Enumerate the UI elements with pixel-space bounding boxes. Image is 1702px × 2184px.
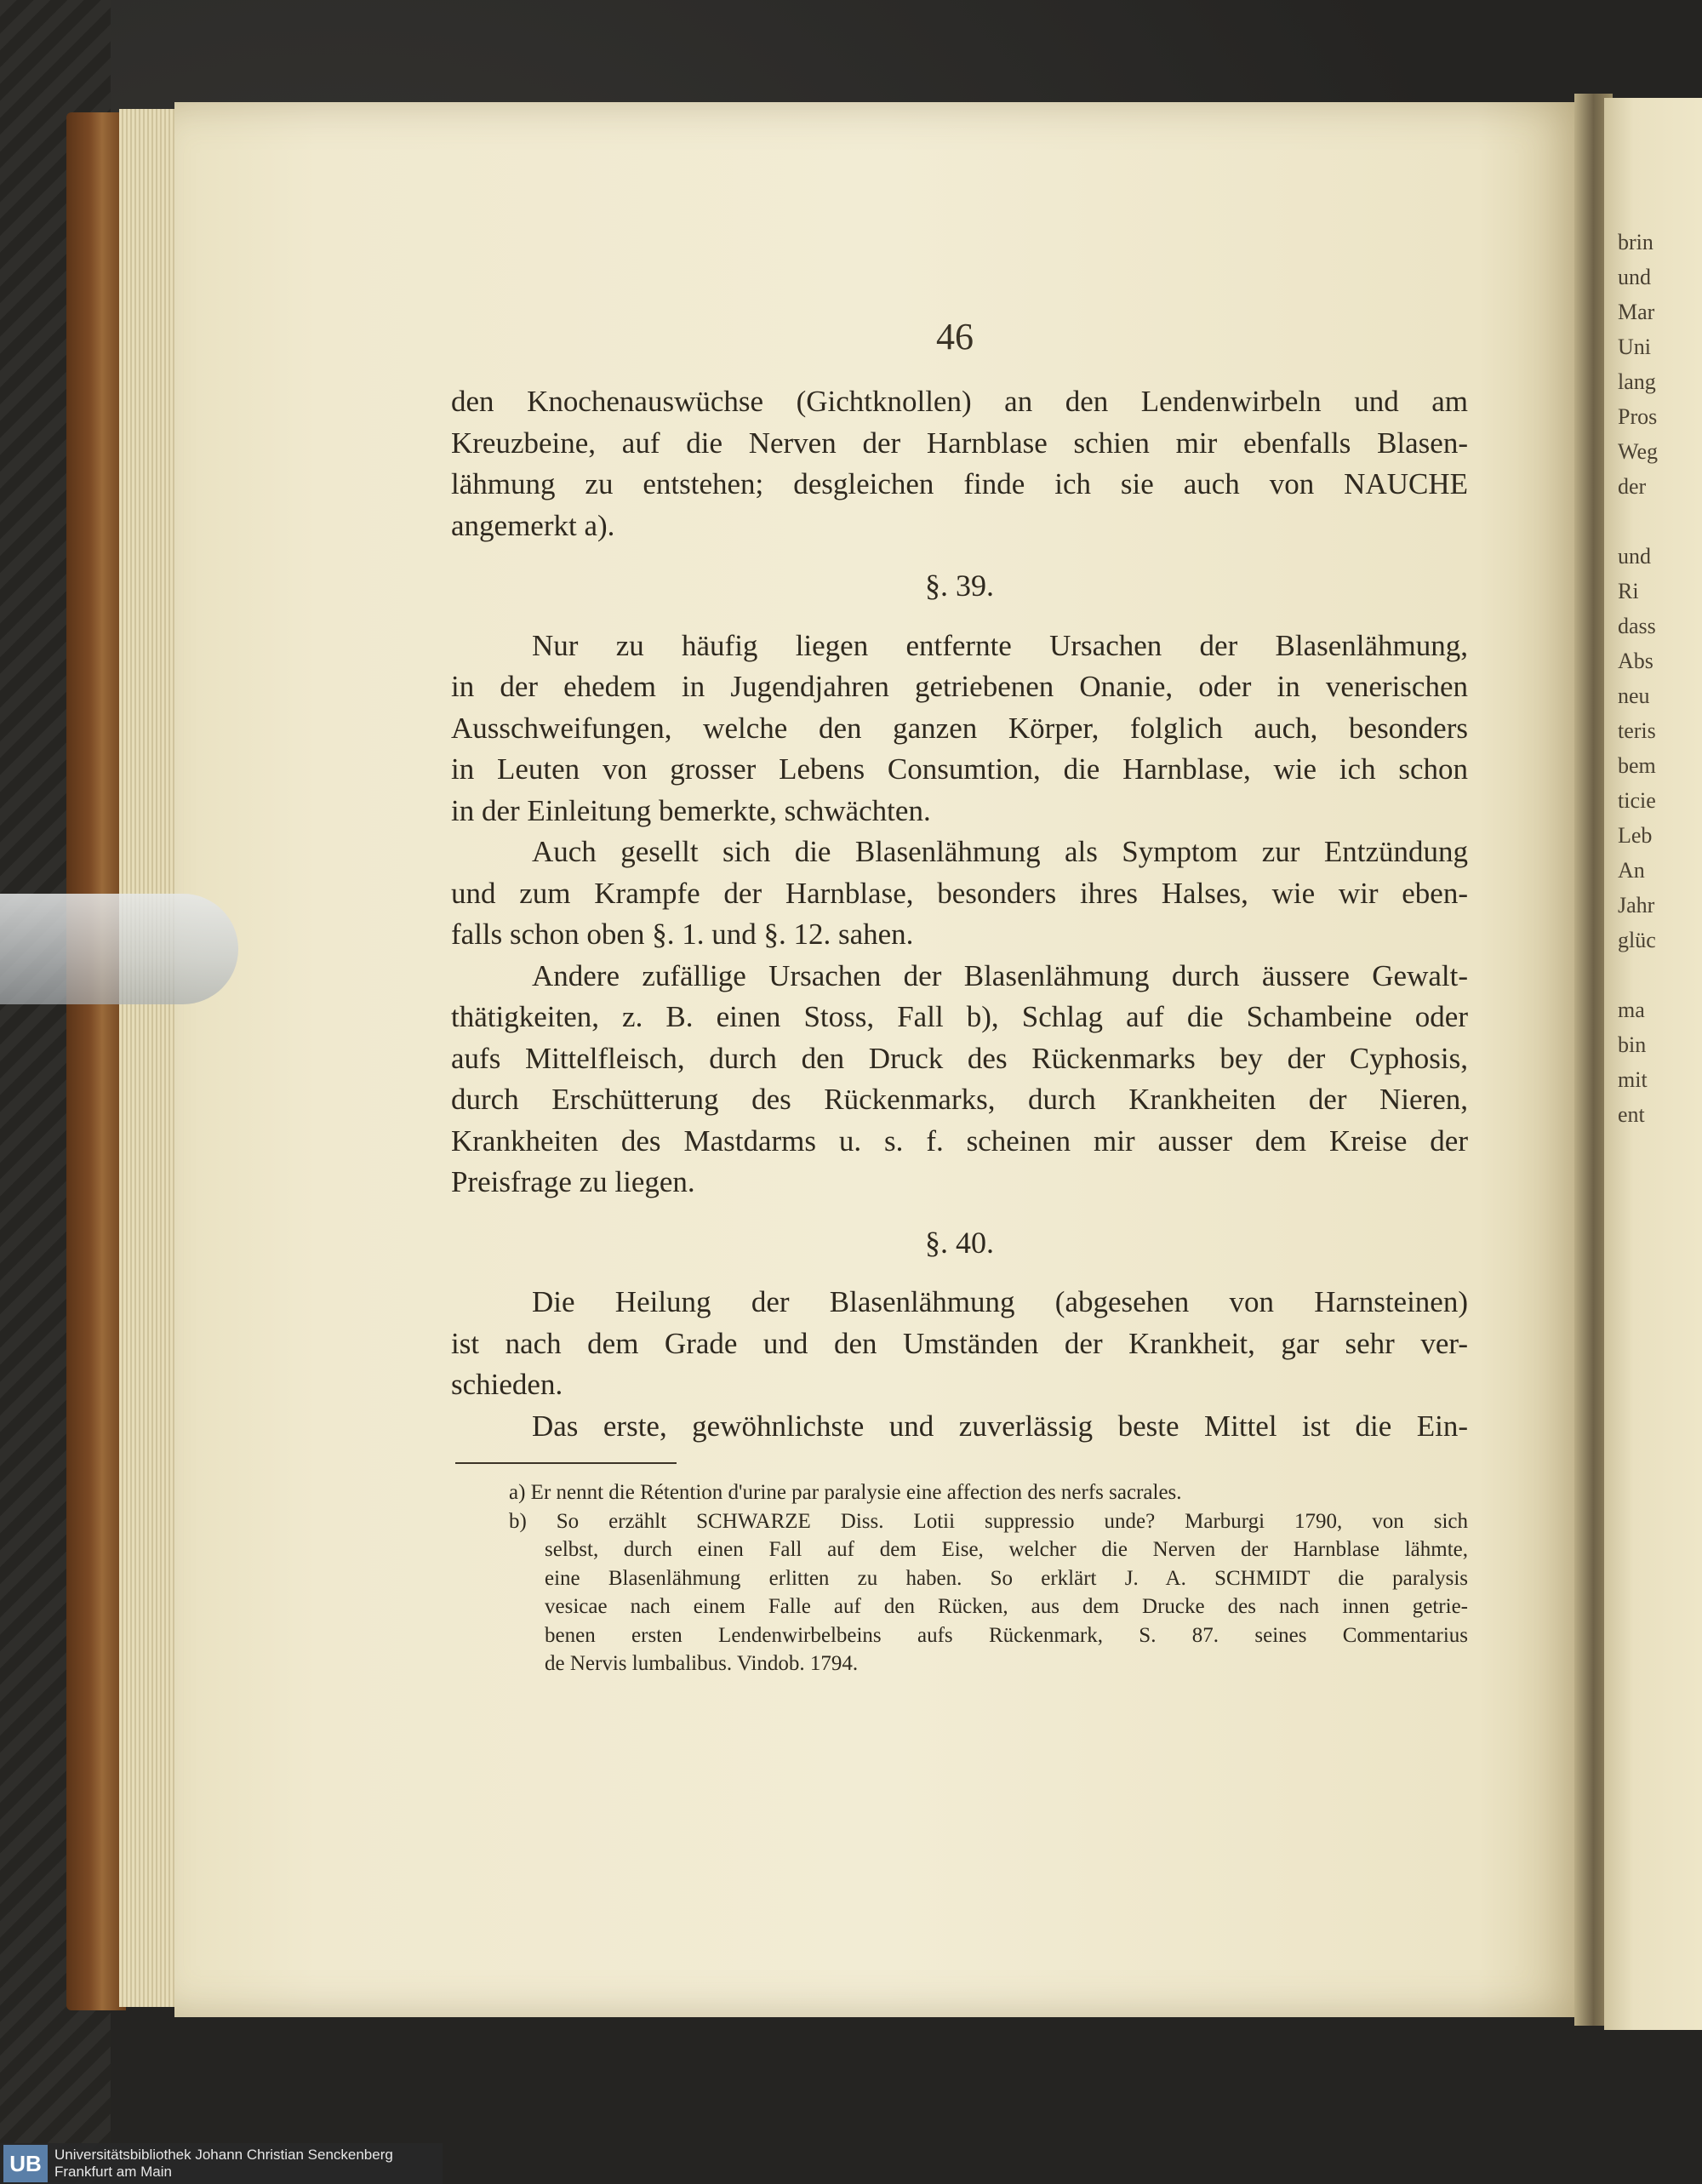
facing-page-fragment: bin <box>1618 1032 1647 1057</box>
footnotes <box>509 1478 1468 1678</box>
facing-page-fragment: ma <box>1618 998 1645 1022</box>
facing-page <box>1604 98 1702 2030</box>
footnote-line: de Nervis lumbalibus. Vindob. 1794. <box>545 1652 859 1675</box>
intro-paragraph <box>451 381 1468 546</box>
facing-page-fragment: Uni <box>1618 334 1651 359</box>
facing-page-fragment: brin <box>1618 230 1653 254</box>
footnote-line: vesicae nach einem Falle auf den Rücken, aus dem Drucke des nach innen getrie- <box>545 1595 1468 1618</box>
facing-page-fragment: Jahr <box>1618 893 1655 918</box>
section-40-line: ist nach dem Grade und den Umständen der Krankheit, gar sehr ver- <box>451 1326 1468 1360</box>
facing-page-fragment: Ri <box>1618 579 1639 603</box>
page-body <box>451 381 1468 1447</box>
library-name-line2: Frankfurt am Main <box>54 2164 172 2180</box>
library-name <box>54 2147 393 2181</box>
facing-page-fragment: Pros <box>1618 404 1658 429</box>
library-logo-bar <box>0 2143 443 2184</box>
facing-page-fragment: und <box>1618 265 1651 289</box>
section-39-line: Preisfrage zu liegen. <box>451 1165 695 1198</box>
facing-page-fragment: neu <box>1618 683 1650 708</box>
facing-page-fragment: lang <box>1618 369 1656 394</box>
intro-line: angemerkt a). <box>451 508 615 542</box>
footnote-line: b) So erzählt SCHWARZE Diss. Lotii suppressio unde? Marburgi 1790, von sich <box>509 1509 1468 1533</box>
section-39-line: Auch gesellt sich die Blasenlähmung als Symptom zur Entzündung <box>532 835 1468 868</box>
page-number: 46 <box>936 316 974 357</box>
facing-page-fragment: dass <box>1618 614 1656 638</box>
footnote-rule <box>455 1462 677 1464</box>
intro-line: lähmung zu entstehen; desgleichen finde ich sie auch von NAUCHE <box>451 467 1468 500</box>
section-39-line: durch Erschütterung des Rückenmarks, durch Krankheiten der Nieren, <box>451 1083 1468 1116</box>
section-39-line: in der Einleitung bemerkte, schwächten. <box>451 793 931 827</box>
facing-page-fragment: ent <box>1618 1102 1645 1127</box>
book-cover-edge <box>66 112 126 2010</box>
section-39-line: thätigkeiten, z. B. einen Stoss, Fall b), Schlag auf die Schambeine oder <box>451 1000 1468 1033</box>
facing-page-fragment: An <box>1618 858 1645 883</box>
facing-page-fragment: ticie <box>1618 788 1656 813</box>
section-heading-39: §. 39. <box>925 569 994 603</box>
facing-page-fragment: mit <box>1618 1067 1648 1092</box>
section-40-line: schieden. <box>451 1368 563 1401</box>
section-39-line: Andere zufällige Ursachen der Blasenlähmung durch äussere Gewalt- <box>532 958 1468 992</box>
facing-page-fragment: Leb <box>1618 823 1653 848</box>
facing-page-fragment: Abs <box>1618 649 1653 673</box>
facing-page-fragment: bem <box>1618 753 1656 778</box>
intro-line: den Knochenauswüchse (Gichtknollen) an den Lendenwirbeln und am <box>451 385 1468 418</box>
section-40-line: Die Heilung der Blasenlähmung (abgesehen von Harnsteinen) <box>532 1285 1468 1318</box>
section-heading-40: §. 40. <box>925 1225 994 1260</box>
section-40-text <box>451 1282 1468 1447</box>
section-39-line: Ausschweifungen, welche den ganzen Körper, folglich auch, besonders <box>451 711 1468 745</box>
section-39-line: Nur zu häufig liegen entfernte Ursachen der Blasenlähmung, <box>532 628 1468 662</box>
footnote-line: selbst, durch einen Fall auf dem Eise, welcher die Nerven der Harnblase lähmte, <box>545 1538 1468 1561</box>
section-39-line: aufs Mittelfleisch, durch den Druck des Rückenmarks bey der Cyphosis, <box>451 1041 1468 1075</box>
section-39-line: und zum Krampfe der Harnblase, besonders ihres Halses, wie wir eben- <box>451 876 1468 910</box>
section-39-line: in Leuten von grosser Lebens Consumtion, die Harnblase, wie ich schon <box>451 752 1468 786</box>
facing-page-fragment: glüc <box>1618 928 1656 952</box>
thumb <box>0 894 238 1004</box>
facing-page-fragment: teris <box>1618 718 1656 743</box>
footnote-line: benen ersten Lendenwirbelbeins aufs Rückenmark, S. 87. seines Commentarius <box>545 1623 1468 1647</box>
section-39-line: falls schon oben §. 1. und §. 12. sahen. <box>451 918 914 951</box>
section-39-text <box>451 626 1468 1203</box>
section-40-line: Das erste, gewöhnlichste und zuverlässig beste Mittel ist die Ein- <box>532 1409 1468 1443</box>
facing-page-fragment: und <box>1618 544 1651 569</box>
library-name-line1: Universitätsbibliothek Johann Christian Senckenberg <box>54 2147 393 2163</box>
footnote-line: eine Blasenlähmung erlitten zu haben. So erklärt J. A. SCHMIDT die paralysis <box>545 1566 1468 1590</box>
library-logo: UB <box>3 2145 48 2182</box>
section-39-line: Krankheiten des Mastdarms u. s. f. scheinen mir ausser dem Kreise der <box>451 1123 1468 1158</box>
facing-page-fragment: Weg <box>1618 439 1658 464</box>
footnote-line: a) Er nennt die Rétention d'urine par paralysie eine affection des nerfs sacrales. <box>509 1481 1182 1504</box>
intro-line: Kreuzbeine, auf die Nerven der Harnblase schien mir ebenfalls Blasen- <box>451 426 1468 460</box>
facing-page-fragment: der <box>1618 474 1647 499</box>
section-39-line: in der ehedem in Jugendjahren getriebenen Onanie, oder in venerischen <box>451 670 1468 703</box>
facing-page-fragment: Mar <box>1618 300 1655 324</box>
